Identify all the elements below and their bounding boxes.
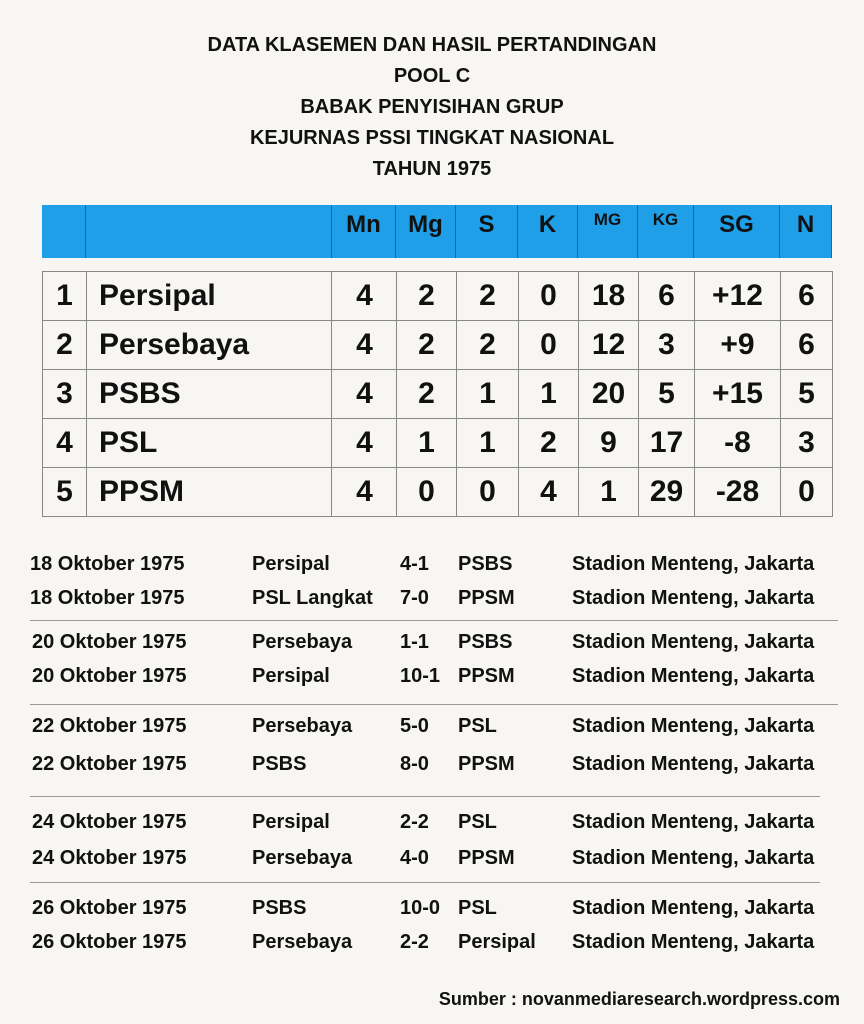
goals-against-cell: 5 — [639, 370, 695, 418]
points-header: N — [780, 205, 832, 258]
title-line: POOL C — [393, 65, 471, 87]
match-date: 24 Oktober 1975 — [32, 847, 187, 869]
goals-for-header: MG — [578, 205, 638, 258]
match-venue: Stadion Menteng, Jakarta — [572, 553, 815, 575]
goals-for-cell: 12 — [579, 321, 639, 369]
goals-against-cell: 3 — [639, 321, 695, 369]
away-team: Persipal — [458, 931, 536, 953]
match-score: 10-0 — [400, 897, 441, 919]
played-cell: 4 — [333, 370, 397, 418]
away-team: PSBS — [458, 631, 513, 653]
match-date: 26 Oktober 1975 — [32, 897, 187, 919]
match-day-divider — [30, 620, 838, 621]
title-line: BABAK PENYISIHAN GRUP — [300, 96, 564, 118]
rank-header — [42, 205, 86, 258]
away-team: PPSM — [458, 847, 515, 869]
points-cell: 0 — [781, 468, 833, 516]
match-venue: Stadion Menteng, Jakarta — [572, 631, 815, 653]
match-venue: Stadion Menteng, Jakarta — [572, 715, 815, 737]
team-cell: Persipal — [87, 272, 332, 320]
match-score: 2-2 — [400, 931, 429, 953]
team-cell: PPSM — [87, 468, 332, 516]
match-day-divider — [30, 796, 820, 797]
match-venue: Stadion Menteng, Jakarta — [572, 665, 815, 687]
rank-cell: 1 — [43, 272, 87, 320]
goals-for-cell: 20 — [579, 370, 639, 418]
drawn-cell: 1 — [457, 419, 519, 467]
home-team: PSBS — [252, 897, 307, 919]
match-venue: Stadion Menteng, Jakarta — [572, 931, 815, 953]
standings-table — [42, 271, 833, 517]
table-row — [43, 370, 833, 419]
title-line: KEJURNAS PSSI TINGKAT NASIONAL — [249, 127, 615, 149]
points-cell: 3 — [781, 419, 833, 467]
points-cell: 6 — [781, 321, 833, 369]
goals-against-header: KG — [638, 205, 694, 258]
home-team: Persebaya — [252, 631, 353, 653]
goals-against-cell: 29 — [639, 468, 695, 516]
table-row — [43, 419, 833, 468]
match-date: 20 Oktober 1975 — [32, 665, 187, 687]
match-score: 2-2 — [400, 811, 429, 833]
match-day-divider — [30, 882, 820, 883]
drawn-cell: 2 — [457, 321, 519, 369]
lost-cell: 2 — [519, 419, 579, 467]
drawn-cell: 0 — [457, 468, 519, 516]
page-title — [0, 30, 864, 185]
match-date: 22 Oktober 1975 — [32, 753, 187, 775]
played-cell: 4 — [333, 321, 397, 369]
won-cell: 2 — [397, 370, 457, 418]
drawn-header: S — [456, 205, 518, 258]
standings-header — [42, 205, 832, 258]
home-team: PSL Langkat — [252, 587, 373, 609]
match-date: 24 Oktober 1975 — [32, 811, 187, 833]
played-cell: 4 — [333, 419, 397, 467]
table-row — [43, 321, 833, 370]
won-cell: 1 — [397, 419, 457, 467]
won-cell: 2 — [397, 321, 457, 369]
home-team: Persipal — [252, 811, 330, 833]
match-venue: Stadion Menteng, Jakarta — [572, 811, 815, 833]
lost-cell: 0 — [519, 272, 579, 320]
played-cell: 4 — [333, 468, 397, 516]
played-cell: 4 — [333, 272, 397, 320]
rank-cell: 5 — [43, 468, 87, 516]
drawn-cell: 1 — [457, 370, 519, 418]
points-cell: 5 — [781, 370, 833, 418]
drawn-cell: 2 — [457, 272, 519, 320]
match-score: 8-0 — [400, 753, 429, 775]
goal-diff-cell: -28 — [695, 468, 781, 516]
away-team: PPSM — [458, 665, 515, 687]
points-cell: 6 — [781, 272, 833, 320]
goals-for-cell: 18 — [579, 272, 639, 320]
rank-cell: 2 — [43, 321, 87, 369]
match-day-divider — [30, 704, 838, 705]
goals-against-cell: 6 — [639, 272, 695, 320]
goals-for-cell: 1 — [579, 468, 639, 516]
home-team: Persipal — [252, 665, 330, 687]
match-date: 20 Oktober 1975 — [32, 631, 187, 653]
goal-diff-cell: +15 — [695, 370, 781, 418]
match-score: 7-0 — [400, 587, 429, 609]
match-venue: Stadion Menteng, Jakarta — [572, 897, 815, 919]
match-date: 18 Oktober 1975 — [30, 587, 185, 609]
home-team: Persebaya — [252, 847, 353, 869]
team-cell: Persebaya — [87, 321, 332, 369]
away-team: PPSM — [458, 753, 515, 775]
goal-diff-cell: -8 — [695, 419, 781, 467]
played-header: Mn — [332, 205, 396, 258]
lost-cell: 0 — [519, 321, 579, 369]
team-header — [86, 205, 332, 258]
away-team: PSL — [458, 811, 497, 833]
match-venue: Stadion Menteng, Jakarta — [572, 753, 815, 775]
home-team: Persebaya — [252, 931, 353, 953]
home-team: PSBS — [252, 753, 307, 775]
title-line: DATA KLASEMEN DAN HASIL PERTANDINGAN — [207, 34, 657, 56]
home-team: Persebaya — [252, 715, 353, 737]
match-score: 5-0 — [400, 715, 429, 737]
match-date: 22 Oktober 1975 — [32, 715, 187, 737]
away-team: PSL — [458, 897, 497, 919]
lost-header: K — [518, 205, 578, 258]
match-score: 4-0 — [400, 847, 429, 869]
match-venue: Stadion Menteng, Jakarta — [572, 587, 815, 609]
rank-cell: 4 — [43, 419, 87, 467]
table-row — [43, 468, 833, 517]
home-team: Persipal — [252, 553, 330, 575]
away-team: PPSM — [458, 587, 515, 609]
goals-for-cell: 9 — [579, 419, 639, 467]
won-header: Mg — [396, 205, 456, 258]
away-team: PSL — [458, 715, 497, 737]
team-cell: PSL — [87, 419, 332, 467]
table-row — [43, 272, 833, 321]
source-credit: Sumber : novanmediaresearch.wordpress.com — [438, 989, 840, 1009]
match-venue: Stadion Menteng, Jakarta — [572, 847, 815, 869]
lost-cell: 1 — [519, 370, 579, 418]
goal-diff-header: SG — [694, 205, 780, 258]
title-line: TAHUN 1975 — [372, 158, 492, 180]
away-team: PSBS — [458, 553, 513, 575]
match-score: 1-1 — [400, 631, 429, 653]
goals-against-cell: 17 — [639, 419, 695, 467]
match-date: 18 Oktober 1975 — [30, 553, 185, 575]
goal-diff-cell: +9 — [695, 321, 781, 369]
lost-cell: 4 — [519, 468, 579, 516]
match-score: 4-1 — [400, 553, 429, 575]
rank-cell: 3 — [43, 370, 87, 418]
match-date: 26 Oktober 1975 — [32, 931, 187, 953]
won-cell: 2 — [397, 272, 457, 320]
goal-diff-cell: +12 — [695, 272, 781, 320]
won-cell: 0 — [397, 468, 457, 516]
team-cell: PSBS — [87, 370, 332, 418]
match-score: 10-1 — [400, 665, 441, 687]
